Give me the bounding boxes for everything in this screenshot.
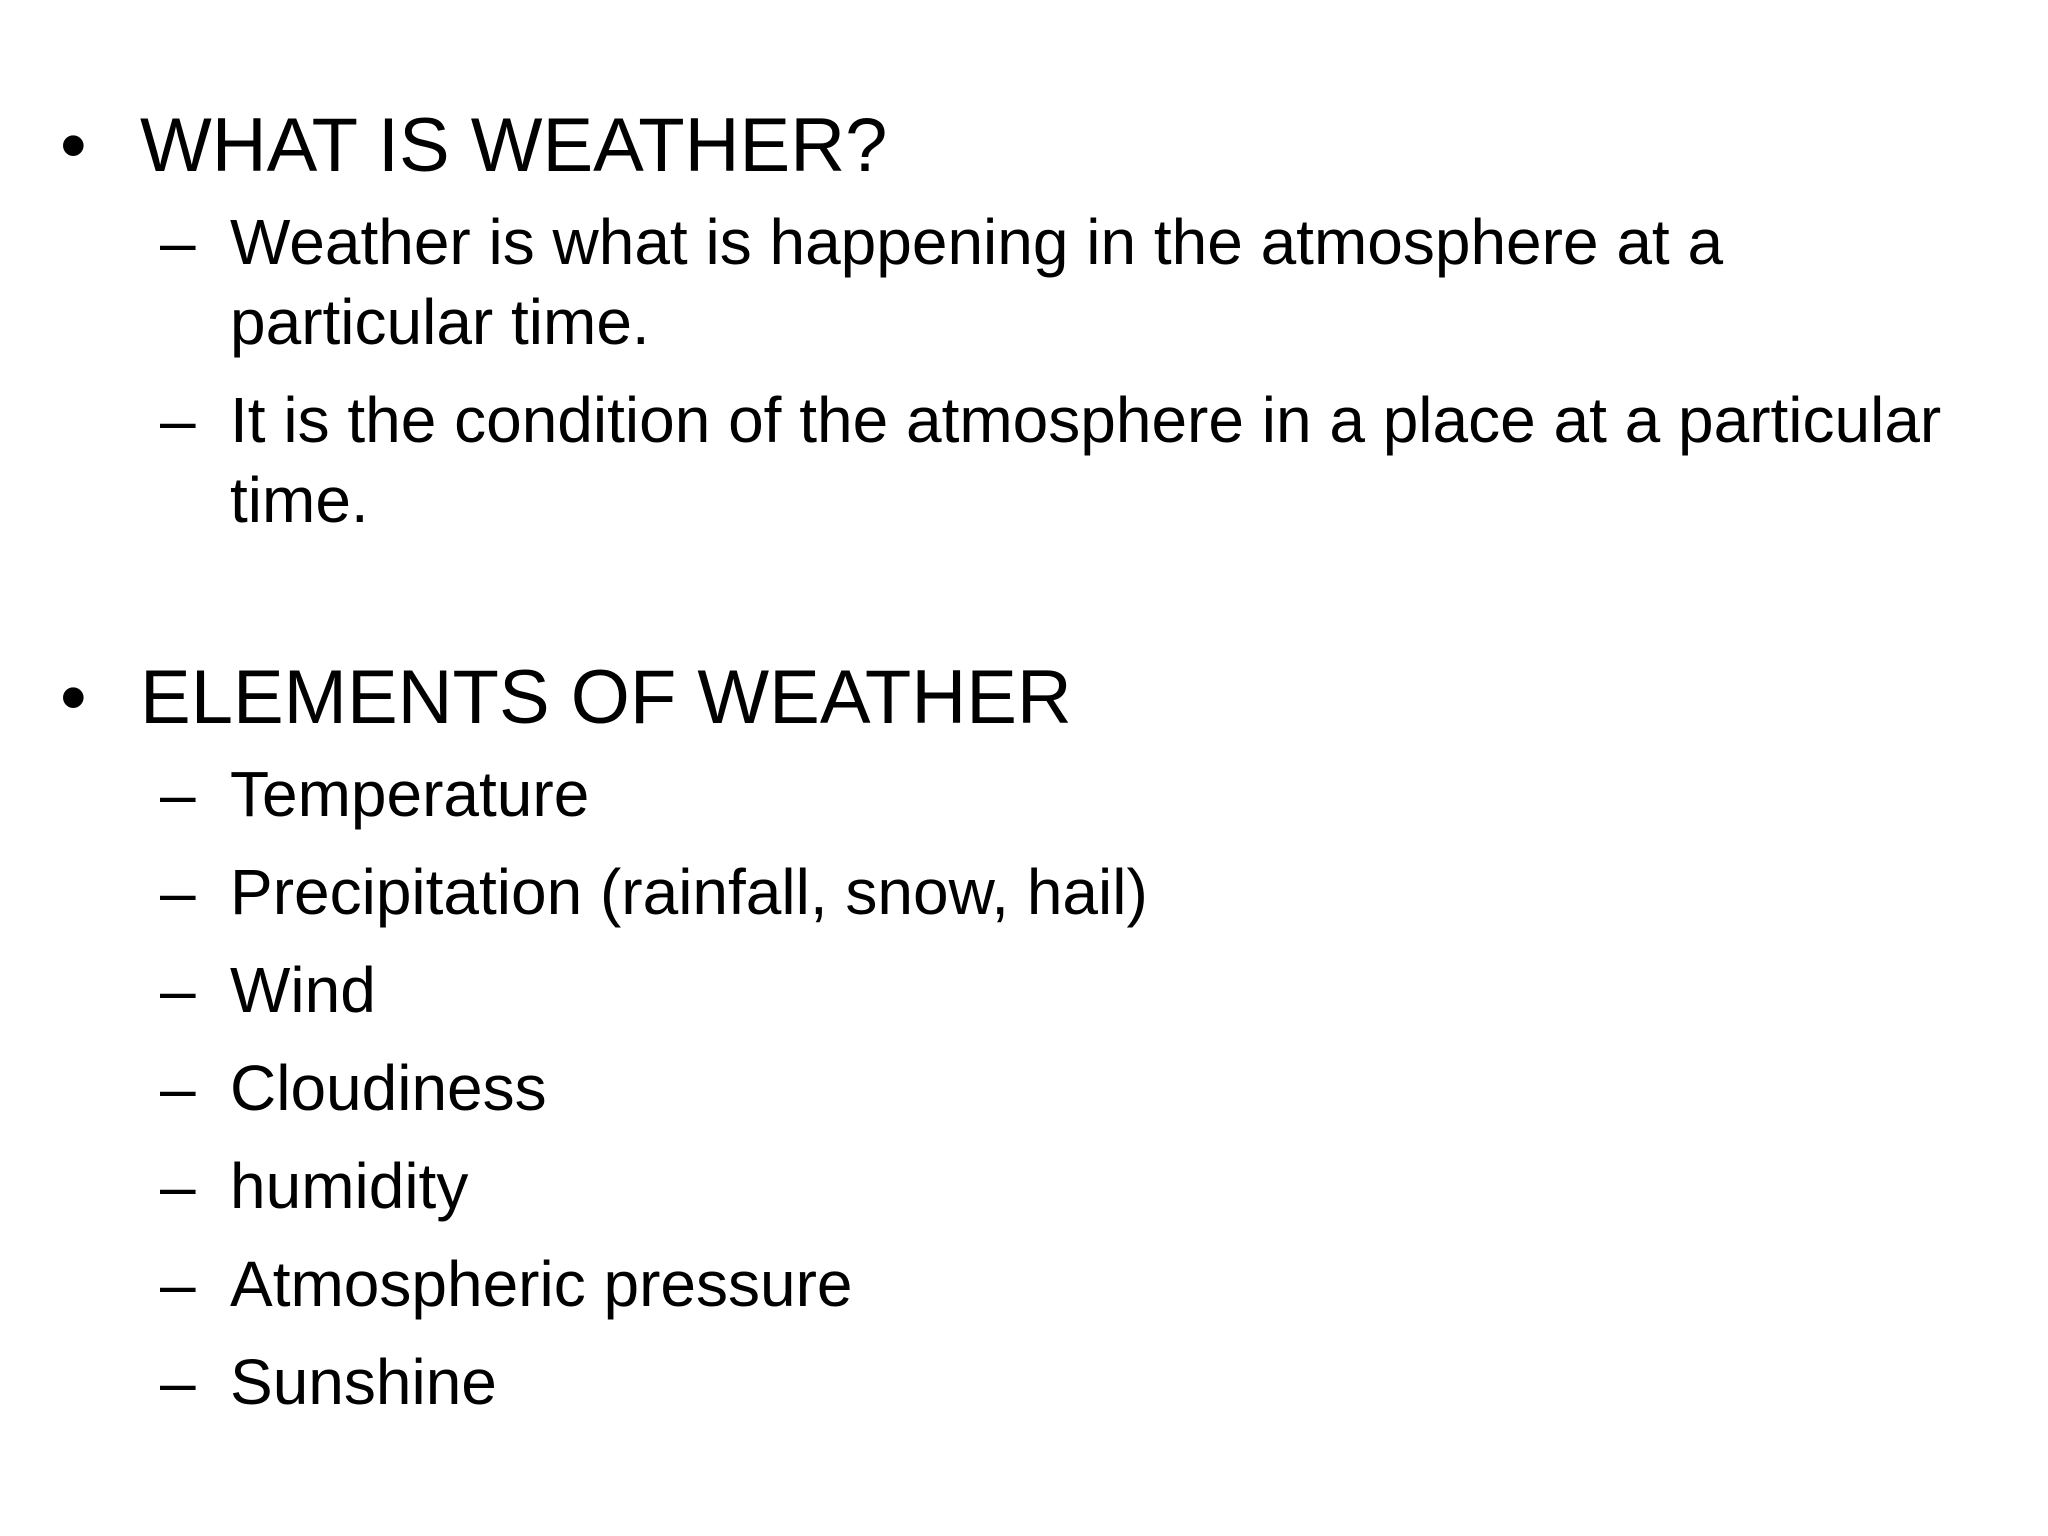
element-text: Sunshine [230, 1346, 497, 1418]
dash-icon: – [160, 758, 196, 830]
dash-icon: – [160, 206, 196, 278]
element-item-cloudiness [56, 1048, 1956, 1128]
element-item-humidity [56, 1146, 1956, 1226]
dash-icon: – [160, 1150, 196, 1222]
dash-icon: – [160, 1248, 196, 1320]
dash-icon: – [160, 1052, 196, 1124]
section-heading-what-is-weather [56, 100, 1956, 192]
bullet-icon: • [60, 655, 87, 740]
slide-content [56, 100, 1956, 1422]
element-text: Atmospheric pressure [230, 1248, 853, 1320]
definition-point [56, 202, 1956, 362]
section-heading-elements-of-weather [56, 652, 1956, 744]
element-item-precipitation [56, 852, 1956, 932]
definition-point [56, 380, 1956, 540]
dash-icon: – [160, 1346, 196, 1418]
element-item-sunshine [56, 1342, 1956, 1422]
definition-text: Weather is what is happening in the atmosphere at a particular time. [230, 206, 1724, 358]
element-item-atmospheric-pressure [56, 1244, 1956, 1324]
element-text: Precipitation (rainfall, snow, hail) [230, 856, 1148, 928]
section-heading-text: WHAT IS WEATHER? [140, 103, 888, 188]
element-text: humidity [230, 1150, 469, 1222]
element-item-temperature [56, 754, 1956, 834]
dash-icon: – [160, 856, 196, 928]
bullet-icon: • [60, 103, 87, 188]
definition-text: It is the condition of the atmosphere in a place at a particular time. [230, 384, 1942, 536]
element-text: Temperature [230, 758, 590, 830]
element-text: Wind [230, 954, 376, 1026]
section-heading-text: ELEMENTS OF WEATHER [140, 655, 1072, 740]
dash-icon: – [160, 384, 196, 456]
dash-icon: – [160, 954, 196, 1026]
element-item-wind [56, 950, 1956, 1030]
element-text: Cloudiness [230, 1052, 547, 1124]
